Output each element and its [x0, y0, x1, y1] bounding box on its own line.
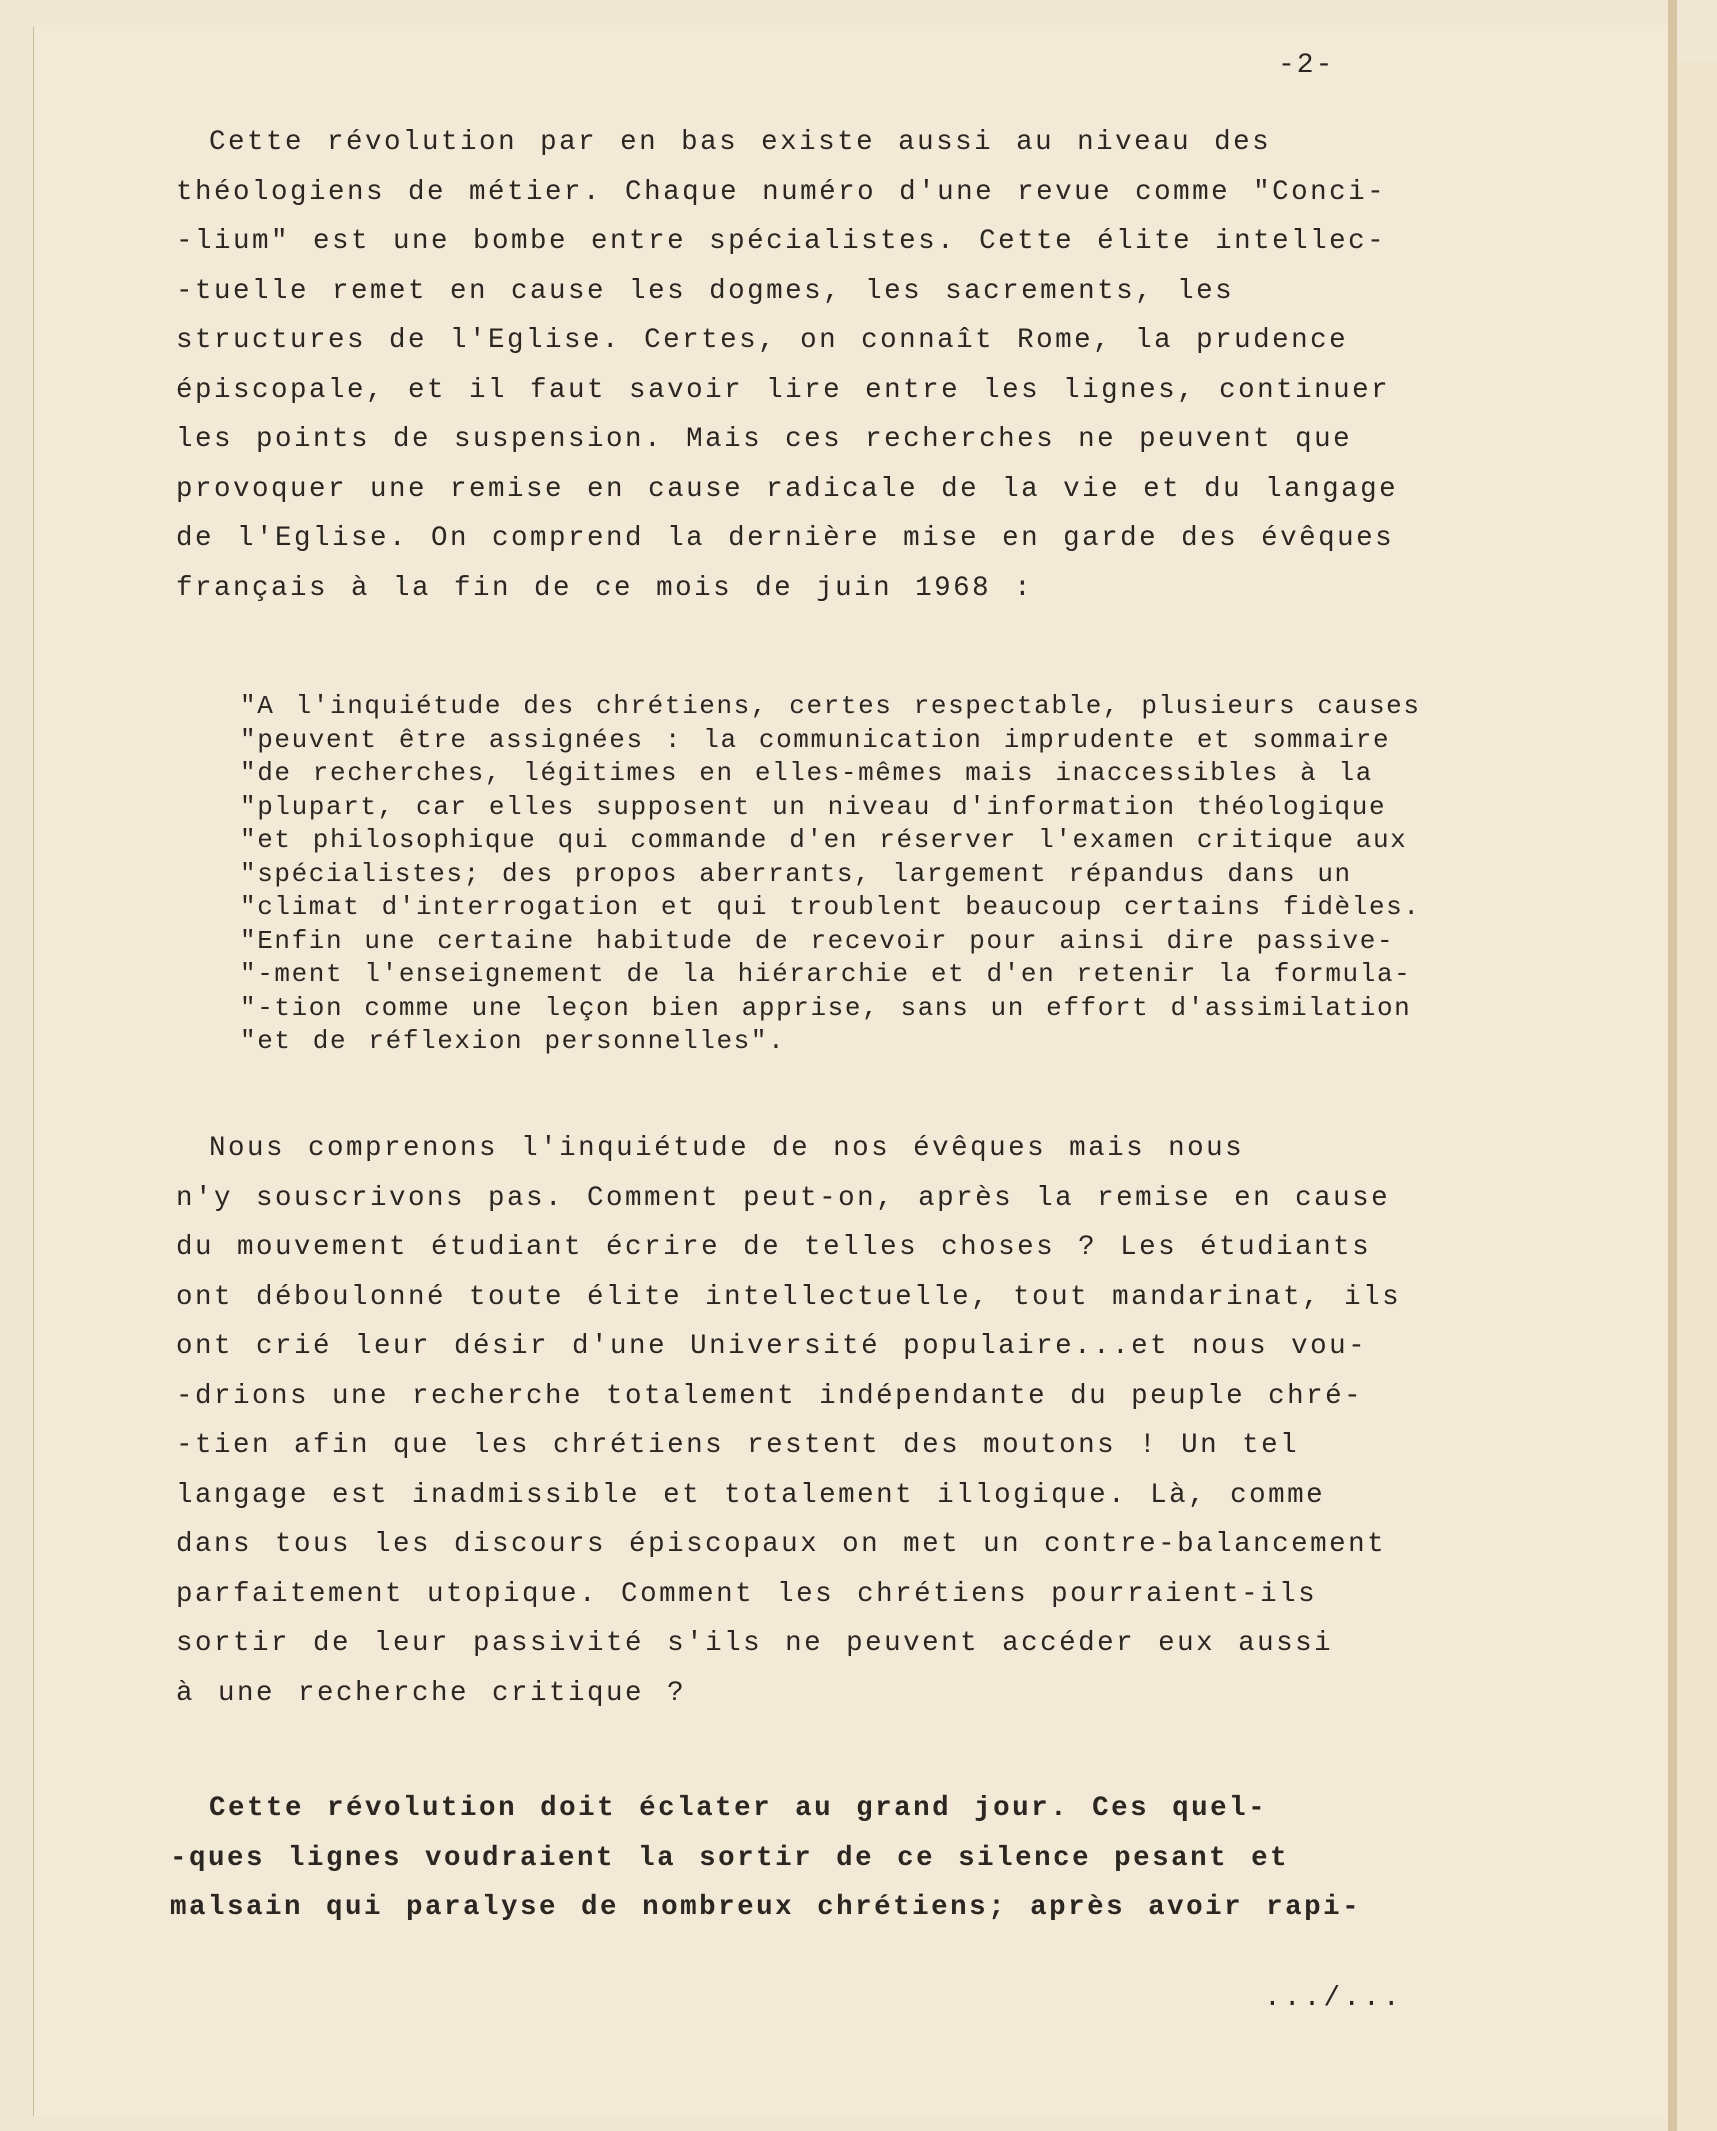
quote-line: "et philosophique qui commande d'en réserver l'examen critique aux — [240, 825, 1408, 855]
text-line: sortir de leur passivité s'ils ne peuvent accéder eux aussi — [176, 1628, 1334, 1659]
text-line: langage est inadmissible et totalement illogique. Là, comme — [176, 1479, 1326, 1511]
text-line: théologiens de métier. Chaque numéro d'une revue comme "Conci- — [176, 176, 1387, 208]
text-line: Cette révolution doit éclater au grand jour. Ces quel- — [2, 1793, 1268, 1824]
quote-line: "Enfin une certaine habitude de recevoir pour ainsi dire passive- — [240, 925, 1395, 956]
text-line: de l'Eglise. On comprend la dernière mise en garde des évêques — [176, 523, 1395, 554]
quote-line: "-tion comme une leçon bien apprise, sans un effort d'assimilation — [240, 992, 1412, 1023]
text-line: français à la fin de ce mois de juin 1968 : — [176, 572, 1034, 604]
text-line: provoquer une remise en cause radicale de la vie et du langage — [176, 473, 1399, 505]
text-line: les points de suspension. Mais ces recherches ne peuvent que — [176, 424, 1353, 455]
text-line: du mouvement étudiant écrire de telles choses ? Les étudiants — [176, 1232, 1372, 1263]
paragraph-1 — [2, 118, 1399, 613]
text-line: -ques lignes voudraient la sortir de ce silence pesant et — [170, 1842, 1290, 1874]
text-line: n'y souscrivons pas. Comment peut-on, après la remise en cause — [176, 1182, 1391, 1214]
text-line: -lium" est une bombe entre spécialistes. Cette élite intellec- — [176, 226, 1387, 257]
quote-line: "et de réflexion personnelles". — [240, 1026, 786, 1056]
quote-line: "climat d'interrogation et qui troublent beaucoup certains fidèles. — [240, 892, 1421, 922]
text-line: ont déboulonné toute élite intellectuelle, tout mandarinat, ils — [176, 1281, 1402, 1313]
continuation-mark: .../... — [1264, 1983, 1403, 2014]
quote-line: "spécialistes; des propos aberrants, largement répandus dans un — [240, 858, 1352, 889]
quote-line: "A l'inquiétude des chrétiens, certes respectable, plusieurs causes — [240, 691, 1421, 721]
text-line: -drions une recherche totalement indépendante du peuple chré- — [176, 1380, 1364, 1412]
text-line: malsain qui paralyse de nombreux chrétiens; après avoir rapi- — [170, 1892, 1362, 1923]
text-line: parfaitement utopique. Comment les chrétiens pourraient-ils — [176, 1578, 1318, 1610]
text-line: Cette révolution par en bas existe aussi au niveau des — [2, 127, 1272, 158]
text-line: ont crié leur désir d'une Université populaire...et nous vou- — [176, 1331, 1368, 1362]
quote-line: "de recherches, légitimes en elles-mêmes mais inaccessibles à la — [240, 758, 1373, 788]
text-line: Nous comprenons l'inquiétude de nos évêques mais nous — [2, 1133, 1245, 1164]
text-line: dans tous les discours épiscopaux on met un contre-balancement — [176, 1529, 1387, 1560]
text-line: -tuelle remet en cause les dogmes, les sacrements, les — [176, 275, 1235, 307]
quotation-block — [240, 690, 1421, 1059]
quote-line: "-ment l'enseignement de la hiérarchie et d'en retenir la formula- — [240, 959, 1412, 989]
text-line: structures de l'Eglise. Certes, on connaît Rome, la prudence — [176, 325, 1349, 356]
page-number: -2- — [1278, 50, 1335, 81]
text-line: à une recherche critique ? — [176, 1677, 687, 1709]
page-edge — [1668, 0, 1677, 2131]
text-line: épiscopale, et il faut savoir lire entre les lignes, continuer — [176, 374, 1391, 406]
adjacent-page — [1677, 60, 1717, 2131]
quote-line: "peuvent être assignées : la communication imprudente et sommaire — [240, 724, 1391, 755]
paragraph-3 — [2, 1784, 1362, 1933]
quote-line: "plupart, car elles supposent un niveau d'information théologique — [240, 791, 1387, 822]
paragraph-2 — [2, 1124, 1402, 1718]
text-line: -tien afin que les chrétiens restent des moutons ! Un tel — [176, 1430, 1300, 1461]
